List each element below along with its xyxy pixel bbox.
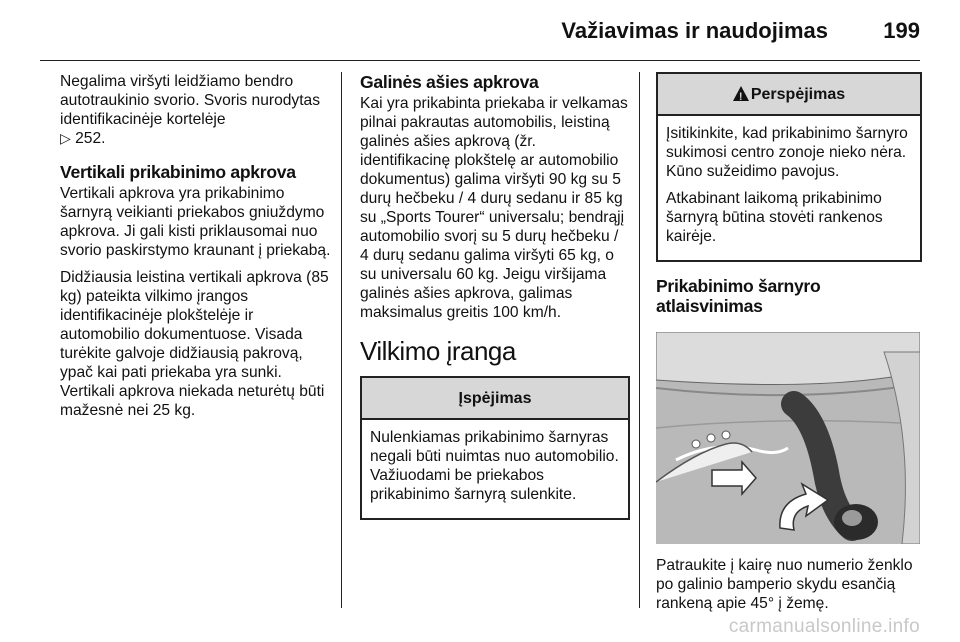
vertical-load-heading: Vertikali prikabinimo apkrova	[60, 162, 296, 182]
column-2	[360, 72, 630, 520]
intro-page-reference[interactable]: 252.	[75, 130, 106, 147]
caution-box-body	[362, 420, 628, 518]
warning-paragraph-1: Įsitikinkite, kad prikabinimo šarnyro sukimosi centro zonoje nieko nėra. Kūno sužeidimo pavojus.	[666, 125, 908, 180]
caution-text: Nulenkiamas prikabinimo šarnyras negali būti nuimtas nuo automobilio. Važiuodami be priekabos prikabinimo šarnyrą sulenkite.	[370, 429, 619, 503]
towbar-drawing	[656, 332, 920, 544]
illustration-caption: Patraukite į kairę nuo numerio ženklo po galinio bamperio skydu esančią rankeną apie 45° į žemę.	[656, 557, 913, 612]
column-1	[60, 72, 332, 428]
page-header	[0, 0, 960, 56]
intro-paragraph	[60, 72, 332, 148]
warning-box-title: Perspėjimas	[750, 86, 846, 103]
caution-box-title: Įspėjimas	[362, 378, 628, 420]
towing-equipment-heading: Vilkimo įranga	[360, 336, 516, 366]
intro-text: Negalima viršyti leidžiamo bendro autotraukinio svorio. Svoris nurodytas identifikacinėje kortelėje	[60, 73, 321, 128]
towbar-release-illustration	[656, 332, 920, 544]
warning-paragraph-2: Atkabinant laikomą prikabinimo šarnyrą būtina stovėti rankenos kairėje.	[666, 190, 883, 245]
vertical-load-paragraph-1: Vertikali apkrova yra prikabinimo šarnyrą veikianti priekabos gniuždymo apkrova. Ji gali kisti priklausomai nuo svorio paskirstymo kraunant į priekabą.	[60, 185, 331, 259]
caution-box	[360, 376, 630, 520]
column-divider-1	[341, 72, 342, 608]
rear-axle-heading: Galinės ašies apkrova	[360, 72, 539, 92]
column-3	[656, 72, 922, 621]
page-reference-arrow-icon: ▷	[60, 130, 71, 146]
header-title: Važiavimas ir naudojimas	[561, 18, 828, 43]
rear-axle-paragraph: Kai yra prikabinta priekaba ir velkamas pilnai pakrautas automobilis, leistiną galinės ašies apkrovą (žr. identifikacinę plokštelę ar automobilio dokumentus) galima viršyti 90 kg su 5 durų hečbeku / 4 durų sedanu ir 85 kg su „Sports Tourer“ universalu; bendrąjį automobilio svorį su 5 durų hečbeku / 4 durų sedanu galima viršyti 65 kg, o su universalu 60 kg. Jeigu viršijama galinės ašies apkrova, galimas maksimalus greitis 100 km/h.	[360, 95, 628, 321]
warning-box	[656, 72, 922, 262]
release-heading: Prikabinimo šarnyro atlaisvinimas	[656, 276, 821, 316]
vertical-load-paragraph-2: Didžiausia leistina vertikali apkrova (85 kg) pateikta vilkimo įrangos identifikacinėje plokštelėje ir automobilio dokumentuose. Visada turėkite galvoje didžiausią pakrovą, ypač kai pati priekaba yra sunki. Vertikali apkrova niekada neturėtų būti mažesnė nei 25 kg.	[60, 269, 329, 419]
warning-box-header	[658, 74, 920, 116]
page-number: 199	[883, 18, 920, 43]
warning-triangle-icon	[733, 86, 749, 101]
column-divider-2	[639, 72, 640, 608]
watermark: carmanualsonline.info	[728, 616, 920, 637]
warning-box-body	[658, 116, 920, 260]
header-rule	[40, 60, 920, 61]
